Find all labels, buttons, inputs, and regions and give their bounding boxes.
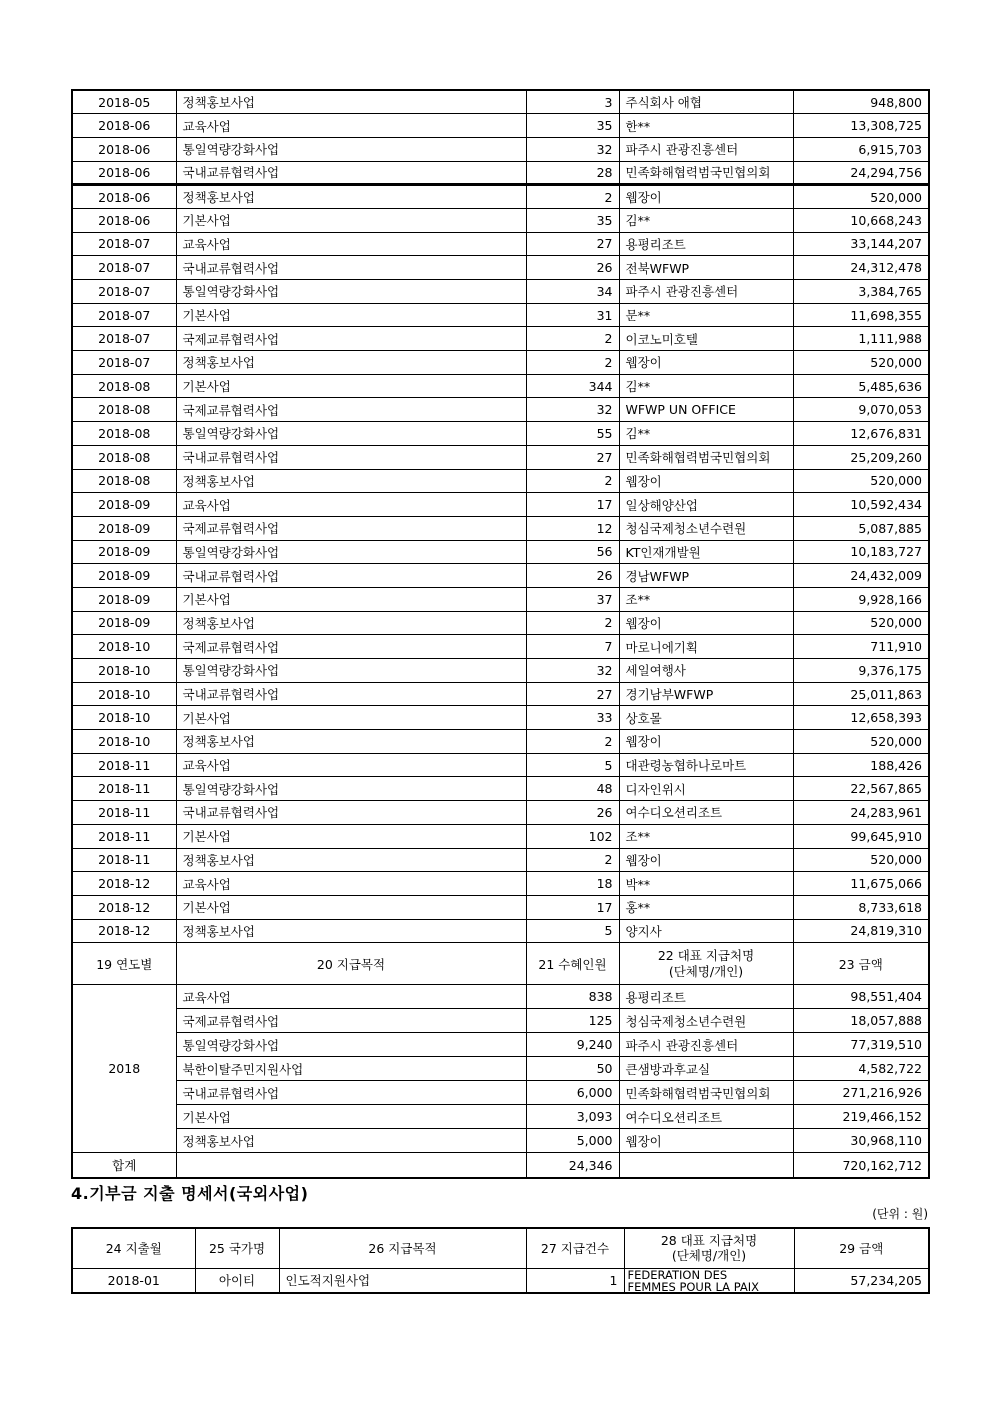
cell-expend-month: 2018-01 — [72, 1268, 195, 1293]
cell-amount: 12,676,831 — [793, 422, 929, 446]
cell-payee: 경기남부WFWP — [619, 682, 793, 706]
cell-purpose: 국제교류협력사업 — [176, 516, 526, 540]
cell-count: 3,093 — [526, 1105, 619, 1129]
cell-purpose: 국제교류협력사업 — [176, 398, 526, 422]
yearly-header-row — [72, 943, 929, 985]
cell-purpose: 기본사업 — [176, 824, 526, 848]
cell-count: 50 — [526, 1057, 619, 1081]
monthly-row — [72, 351, 929, 375]
cell-payee: 용평리조트 — [619, 232, 793, 256]
cell-amount: 25,011,863 — [793, 682, 929, 706]
cell-purpose: 정책홍보사업 — [176, 611, 526, 635]
monthly-row — [72, 706, 929, 730]
cell-amount: 77,319,510 — [793, 1033, 929, 1057]
cell-payee: 민족화해협력범국민협의회 — [619, 161, 793, 185]
cell-payee: 청심국제청소년수련원 — [619, 1009, 793, 1033]
total-row — [72, 1153, 929, 1178]
cell-count: 34 — [526, 280, 619, 304]
cell-payee: 한** — [619, 114, 793, 138]
cell-expend-month: 2018-11 — [72, 801, 176, 825]
cell-amount: 13,308,725 — [793, 114, 929, 138]
cell-expend-month: 2018-10 — [72, 682, 176, 706]
cell-amount: 711,910 — [793, 635, 929, 659]
cell-count: 2 — [526, 185, 619, 209]
monthly-row — [72, 398, 929, 422]
cell-count: 27 — [526, 232, 619, 256]
cell-payee: 박** — [619, 872, 793, 896]
cell-count: 37 — [526, 587, 619, 611]
cell-expend-month: 2018-12 — [72, 895, 176, 919]
cell-amount: 30,968,110 — [793, 1129, 929, 1153]
header-payee-line2: (단체명/개인) — [671, 1248, 747, 1264]
cell-purpose: 국내교류협력사업 — [176, 445, 526, 469]
cell-count: 32 — [526, 398, 619, 422]
cell-count: 26 — [526, 801, 619, 825]
monthly-row — [72, 611, 929, 635]
header-count-col: 21 수혜인원 — [526, 943, 619, 985]
cell-purpose: 기본사업 — [176, 374, 526, 398]
yearly-row — [72, 1009, 929, 1033]
total-count: 24,346 — [526, 1153, 619, 1178]
cell-purpose: 교육사업 — [176, 753, 526, 777]
cell-payee: 웹장이 — [619, 611, 793, 635]
cell-purpose: 정책홍보사업 — [176, 730, 526, 754]
monthly-row — [72, 90, 929, 114]
total-label: 합계 — [72, 1153, 176, 1178]
cell-count: 27 — [526, 445, 619, 469]
cell-amount: 520,000 — [793, 730, 929, 754]
cell-expend-month: 2018-07 — [72, 280, 176, 304]
cell-expend-month: 2018-06 — [72, 208, 176, 232]
header-payee-col — [624, 1228, 794, 1268]
cell-payee: 웹장이 — [619, 730, 793, 754]
cell-expend-month: 2018-08 — [72, 398, 176, 422]
cell-year: 2018 — [72, 985, 176, 1153]
cell-purpose: 정책홍보사업 — [176, 469, 526, 493]
cell-payee — [624, 1268, 794, 1293]
cell-payee: 상호몰 — [619, 706, 793, 730]
cell-count: 26 — [526, 564, 619, 588]
cell-count: 31 — [526, 303, 619, 327]
cell-purpose: 국내교류협력사업 — [176, 161, 526, 185]
cell-purpose: 통일역량강화사업 — [176, 777, 526, 801]
monthly-row — [72, 469, 929, 493]
cell-payee: 웹장이 — [619, 351, 793, 375]
header-payee-line1: 22 대표 지급처명 — [657, 948, 755, 964]
cell-expend-month: 2018-06 — [72, 137, 176, 161]
cell-count: 344 — [526, 374, 619, 398]
yearly-header-body — [72, 943, 929, 985]
cell-payee: 웹장이 — [619, 1129, 793, 1153]
cell-expend-month: 2018-09 — [72, 540, 176, 564]
monthly-row — [72, 280, 929, 304]
cell-amount: 520,000 — [793, 848, 929, 872]
cell-expend-month: 2018-08 — [72, 374, 176, 398]
cell-purpose: 통일역량강화사업 — [176, 659, 526, 683]
cell-purpose: 기본사업 — [176, 706, 526, 730]
cell-payee: 대관령농협하나로마트 — [619, 753, 793, 777]
cell-count: 1 — [526, 1268, 624, 1293]
cell-payee: 민족화해협력범국민협의회 — [619, 1081, 793, 1105]
cell-amount: 9,376,175 — [793, 659, 929, 683]
cell-expend-month: 2018-09 — [72, 587, 176, 611]
cell-amount: 3,384,765 — [793, 280, 929, 304]
cell-payee: 조** — [619, 824, 793, 848]
cell-expend-month: 2018-11 — [72, 824, 176, 848]
cell-payee: 여수디오션리조트 — [619, 1105, 793, 1129]
cell-expend-month: 2018-10 — [72, 730, 176, 754]
cell-amount: 520,000 — [793, 185, 929, 209]
cell-amount: 188,426 — [793, 753, 929, 777]
yearly-row — [72, 1057, 929, 1081]
cell-amount: 11,675,066 — [793, 872, 929, 896]
monthly-row — [72, 753, 929, 777]
cell-count: 32 — [526, 659, 619, 683]
cell-count: 55 — [526, 422, 619, 446]
monthly-row — [72, 564, 929, 588]
monthly-row — [72, 682, 929, 706]
header-payee-col — [619, 943, 793, 985]
cell-count: 2 — [526, 730, 619, 754]
cell-country: 아이티 — [195, 1268, 279, 1293]
cell-purpose: 정책홍보사업 — [176, 351, 526, 375]
cell-payee: 청심국제청소년수련원 — [619, 516, 793, 540]
cell-count: 5 — [526, 753, 619, 777]
cell-count: 3 — [526, 90, 619, 114]
cell-payee: 마로니에기획 — [619, 635, 793, 659]
cell-purpose: 정책홍보사업 — [176, 919, 526, 943]
cell-payee: 김** — [619, 422, 793, 446]
overseas-row — [72, 1268, 929, 1293]
cell-payee: WFWP UN OFFICE — [619, 398, 793, 422]
cell-count: 28 — [526, 161, 619, 185]
cell-purpose: 교육사업 — [176, 232, 526, 256]
header-year-col: 19 연도별 — [72, 943, 176, 985]
cell-purpose: 국내교류협력사업 — [176, 682, 526, 706]
cell-expend-month: 2018-06 — [72, 114, 176, 138]
cell-count: 838 — [526, 985, 619, 1009]
cell-count: 35 — [526, 208, 619, 232]
cell-payee: 양지사 — [619, 919, 793, 943]
cell-amount: 948,800 — [793, 90, 929, 114]
overseas-header-row — [72, 1228, 929, 1268]
cell-expend-month: 2018-12 — [72, 872, 176, 896]
cell-purpose: 국내교류협력사업 — [176, 564, 526, 588]
cell-expend-month: 2018-11 — [72, 777, 176, 801]
unit-note: (단위 : 원) — [872, 1207, 928, 1221]
cell-amount: 6,915,703 — [793, 137, 929, 161]
monthly-row — [72, 801, 929, 825]
cell-payee: 여수디오션리조트 — [619, 801, 793, 825]
cell-count: 2 — [526, 469, 619, 493]
cell-expend-month: 2018-10 — [72, 659, 176, 683]
cell-count: 56 — [526, 540, 619, 564]
total-body — [72, 1153, 929, 1178]
cell-count: 33 — [526, 706, 619, 730]
cell-count: 6,000 — [526, 1081, 619, 1105]
cell-expend-month: 2018-09 — [72, 516, 176, 540]
monthly-row — [72, 777, 929, 801]
cell-purpose: 통일역량강화사업 — [176, 540, 526, 564]
monthly-row — [72, 635, 929, 659]
cell-count: 35 — [526, 114, 619, 138]
cell-purpose: 통일역량강화사업 — [176, 137, 526, 161]
cell-payee: 큰샘방과후교실 — [619, 1057, 793, 1081]
yearly-row — [72, 985, 929, 1009]
cell-payee: KT인재개발원 — [619, 540, 793, 564]
cell-expend-month: 2018-08 — [72, 422, 176, 446]
donation-expenditure-table-overseas — [71, 1227, 930, 1294]
header-expend-month-col: 24 지출월 — [72, 1228, 195, 1268]
cell-purpose: 인도적지원사업 — [279, 1268, 526, 1293]
cell-purpose: 정책홍보사업 — [176, 848, 526, 872]
cell-amount: 219,466,152 — [793, 1105, 929, 1129]
yearly-row — [72, 1081, 929, 1105]
monthly-row — [72, 824, 929, 848]
total-payee-empty — [619, 1153, 793, 1178]
cell-amount: 8,733,618 — [793, 895, 929, 919]
cell-purpose: 국내교류협력사업 — [176, 256, 526, 280]
cell-payee: 문** — [619, 303, 793, 327]
monthly-row — [72, 848, 929, 872]
header-country-col: 25 국가명 — [195, 1228, 279, 1268]
cell-purpose: 국내교류협력사업 — [176, 801, 526, 825]
cell-payee: 일상해양산업 — [619, 493, 793, 517]
header-payee-line2: (단체명/개인) — [668, 963, 744, 979]
cell-amount: 5,485,636 — [793, 374, 929, 398]
header-amount-col: 23 금액 — [793, 943, 929, 985]
cell-expend-month: 2018-08 — [72, 469, 176, 493]
header-purpose-col: 20 지급목적 — [176, 943, 526, 985]
cell-payee: 김** — [619, 208, 793, 232]
cell-amount: 9,070,053 — [793, 398, 929, 422]
cell-expend-month: 2018-07 — [72, 327, 176, 351]
monthly-row — [72, 374, 929, 398]
cell-amount: 24,283,961 — [793, 801, 929, 825]
cell-count: 2 — [526, 611, 619, 635]
monthly-row — [72, 303, 929, 327]
cell-purpose: 국제교류협력사업 — [176, 1009, 526, 1033]
cell-count: 32 — [526, 137, 619, 161]
monthly-row — [72, 208, 929, 232]
cell-expend-month: 2018-12 — [72, 919, 176, 943]
cell-count: 17 — [526, 493, 619, 517]
cell-expend-month: 2018-09 — [72, 564, 176, 588]
cell-count: 5,000 — [526, 1129, 619, 1153]
cell-purpose: 통일역량강화사업 — [176, 280, 526, 304]
cell-count: 2 — [526, 351, 619, 375]
cell-count: 7 — [526, 635, 619, 659]
cell-amount: 10,592,434 — [793, 493, 929, 517]
monthly-row — [72, 587, 929, 611]
cell-purpose: 통일역량강화사업 — [176, 1033, 526, 1057]
cell-amount: 9,928,166 — [793, 587, 929, 611]
cell-purpose: 교육사업 — [176, 493, 526, 517]
cell-purpose: 북한이탈주민지원사업 — [176, 1057, 526, 1081]
cell-expend-month: 2018-05 — [72, 90, 176, 114]
monthly-row — [72, 422, 929, 446]
cell-payee: 파주시 관광진흥센터 — [619, 137, 793, 161]
cell-count: 18 — [526, 872, 619, 896]
cell-purpose: 기본사업 — [176, 208, 526, 232]
cell-amount: 5,087,885 — [793, 516, 929, 540]
cell-expend-month: 2018-11 — [72, 753, 176, 777]
cell-payee: 주식회사 애협 — [619, 90, 793, 114]
cell-purpose: 통일역량강화사업 — [176, 422, 526, 446]
cell-expend-month: 2018-07 — [72, 232, 176, 256]
payee-clipped-text — [628, 1269, 791, 1292]
cell-purpose: 교육사업 — [176, 872, 526, 896]
cell-amount: 99,645,910 — [793, 824, 929, 848]
cell-payee: 이코노미호텔 — [619, 327, 793, 351]
monthly-rows-body — [72, 90, 929, 943]
cell-payee: 웹장이 — [619, 848, 793, 872]
header-count-col: 27 지급건수 — [526, 1228, 624, 1268]
monthly-row — [72, 256, 929, 280]
cell-count: 2 — [526, 848, 619, 872]
monthly-row — [72, 895, 929, 919]
cell-amount: 33,144,207 — [793, 232, 929, 256]
header-purpose-col: 26 지급목적 — [279, 1228, 526, 1268]
monthly-row — [72, 872, 929, 896]
cell-expend-month: 2018-11 — [72, 848, 176, 872]
cell-purpose: 기본사업 — [176, 1105, 526, 1129]
monthly-row — [72, 232, 929, 256]
cell-amount: 24,819,310 — [793, 919, 929, 943]
cell-amount: 11,698,355 — [793, 303, 929, 327]
yearly-row — [72, 1129, 929, 1153]
cell-amount: 22,567,865 — [793, 777, 929, 801]
cell-amount: 57,234,205 — [794, 1268, 929, 1293]
cell-amount: 4,582,722 — [793, 1057, 929, 1081]
cell-count: 17 — [526, 895, 619, 919]
cell-payee: 웹장이 — [619, 185, 793, 209]
cell-payee: 파주시 관광진흥센터 — [619, 1033, 793, 1057]
cell-amount: 1,111,988 — [793, 327, 929, 351]
cell-payee: 경남WFWP — [619, 564, 793, 588]
cell-amount: 10,668,243 — [793, 208, 929, 232]
monthly-row — [72, 114, 929, 138]
section4-title: 4.기부금 지출 명세서(국외사업) — [71, 1184, 309, 1203]
monthly-row — [72, 919, 929, 943]
cell-purpose: 기본사업 — [176, 587, 526, 611]
cell-count: 125 — [526, 1009, 619, 1033]
cell-expend-month: 2018-06 — [72, 185, 176, 209]
cell-expend-month: 2018-09 — [72, 493, 176, 517]
payee-line2: FEMMES POUR LA PAIX — [627, 1280, 760, 1292]
cell-purpose: 기본사업 — [176, 895, 526, 919]
monthly-row — [72, 185, 929, 209]
monthly-row — [72, 161, 929, 185]
cell-payee: 홍** — [619, 895, 793, 919]
cell-amount: 12,658,393 — [793, 706, 929, 730]
cell-amount: 520,000 — [793, 469, 929, 493]
cell-amount: 24,432,009 — [793, 564, 929, 588]
cell-payee: 파주시 관광진흥센터 — [619, 280, 793, 304]
cell-expend-month: 2018-10 — [72, 706, 176, 730]
donation-expenditure-table-domestic — [71, 89, 930, 1179]
cell-amount: 520,000 — [793, 351, 929, 375]
cell-expend-month: 2018-08 — [72, 445, 176, 469]
monthly-row — [72, 540, 929, 564]
cell-count: 2 — [526, 327, 619, 351]
cell-count: 12 — [526, 516, 619, 540]
cell-purpose: 국제교류협력사업 — [176, 327, 526, 351]
monthly-row — [72, 493, 929, 517]
cell-payee: 민족화해협력범국민협의회 — [619, 445, 793, 469]
cell-count: 5 — [526, 919, 619, 943]
yearly-rows-body — [72, 985, 929, 1153]
yearly-row — [72, 1033, 929, 1057]
monthly-row — [72, 516, 929, 540]
cell-expend-month: 2018-07 — [72, 303, 176, 327]
cell-purpose: 국제교류협력사업 — [176, 635, 526, 659]
header-amount-col: 29 금액 — [794, 1228, 929, 1268]
cell-payee: 세일여행사 — [619, 659, 793, 683]
total-amount: 720,162,712 — [793, 1153, 929, 1178]
cell-purpose: 기본사업 — [176, 303, 526, 327]
monthly-row — [72, 137, 929, 161]
cell-count: 9,240 — [526, 1033, 619, 1057]
cell-amount: 24,312,478 — [793, 256, 929, 280]
total-purpose-empty — [176, 1153, 526, 1178]
cell-expend-month: 2018-10 — [72, 635, 176, 659]
cell-count: 27 — [526, 682, 619, 706]
cell-purpose: 정책홍보사업 — [176, 1129, 526, 1153]
monthly-row — [72, 730, 929, 754]
cell-payee: 디자인위시 — [619, 777, 793, 801]
cell-purpose: 교육사업 — [176, 985, 526, 1009]
cell-amount: 25,209,260 — [793, 445, 929, 469]
cell-amount: 98,551,404 — [793, 985, 929, 1009]
cell-payee: 웹장이 — [619, 469, 793, 493]
monthly-row — [72, 327, 929, 351]
cell-count: 26 — [526, 256, 619, 280]
cell-expend-month: 2018-07 — [72, 351, 176, 375]
cell-amount: 520,000 — [793, 611, 929, 635]
cell-amount: 271,216,926 — [793, 1081, 929, 1105]
cell-payee: 용평리조트 — [619, 985, 793, 1009]
header-payee-line1: 28 대표 지급처명 — [660, 1232, 758, 1248]
payee-line1: FEDERATION DES — [627, 1268, 728, 1282]
cell-payee: 김** — [619, 374, 793, 398]
cell-amount: 18,057,888 — [793, 1009, 929, 1033]
cell-amount: 10,183,727 — [793, 540, 929, 564]
cell-count: 48 — [526, 777, 619, 801]
monthly-row — [72, 445, 929, 469]
cell-purpose: 국내교류협력사업 — [176, 1081, 526, 1105]
cell-expend-month: 2018-09 — [72, 611, 176, 635]
cell-purpose: 교육사업 — [176, 114, 526, 138]
cell-expend-month: 2018-07 — [72, 256, 176, 280]
cell-amount: 24,294,756 — [793, 161, 929, 185]
cell-count: 102 — [526, 824, 619, 848]
monthly-row — [72, 659, 929, 683]
cell-payee: 전북WFWP — [619, 256, 793, 280]
cell-purpose: 정책홍보사업 — [176, 90, 526, 114]
cell-purpose: 정책홍보사업 — [176, 185, 526, 209]
cell-expend-month: 2018-06 — [72, 161, 176, 185]
cell-payee: 조** — [619, 587, 793, 611]
yearly-row — [72, 1105, 929, 1129]
